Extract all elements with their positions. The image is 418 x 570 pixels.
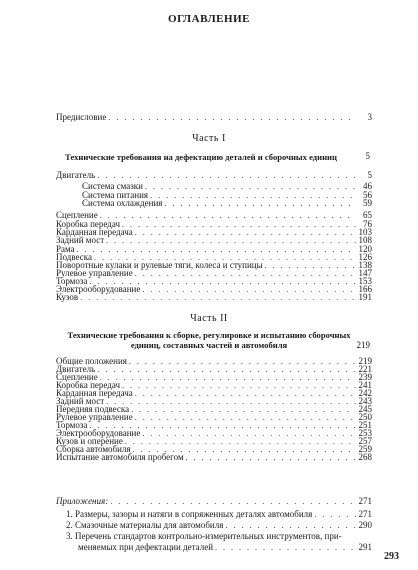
- toc-entry-preface: [56, 112, 372, 123]
- toc-entry-label: Электрооборудование: [56, 428, 141, 438]
- toc-entry-page: 219: [358, 356, 372, 366]
- leader-dots: [164, 198, 356, 209]
- toc-entry-page: 5: [367, 170, 372, 180]
- toc-entry-label: Предисловие: [56, 112, 107, 122]
- toc-entry-page: 257: [358, 436, 372, 446]
- toc-entry-label: Кузов: [56, 292, 79, 302]
- toc-entry-label: Рулевое управление: [56, 268, 133, 278]
- part-1-heading: Технические требования на дефектацию деталей и сборочных единиц: [65, 152, 337, 162]
- leader-dots: [186, 452, 356, 463]
- toc-entry-page: 166: [358, 284, 372, 294]
- leader-dots: [225, 520, 356, 531]
- toc-entry-label: Общие положения: [56, 356, 127, 366]
- toc-entry-label: Система питания: [82, 190, 149, 200]
- appendix-item-3-line-1: 3. Перечень стандартов контрольно-измерительных инструментов, при-: [66, 531, 342, 541]
- part-2-heading-page: 219: [356, 340, 370, 350]
- appendix-item-page: 291: [358, 542, 372, 552]
- toc-entry-label: Кузов и оперение: [56, 436, 123, 446]
- appendix-item-3: [78, 542, 372, 553]
- toc-entry: [82, 198, 372, 209]
- appendix-item-page: 290: [358, 520, 372, 530]
- toc-entry: [56, 452, 372, 463]
- leader-dots: [215, 542, 356, 553]
- toc-entry-page: 120: [358, 244, 372, 254]
- toc-entry: [56, 292, 372, 303]
- leader-dots: [97, 170, 356, 181]
- toc-entry-label: Электрооборудование: [56, 284, 141, 294]
- toc-entry: [56, 170, 372, 181]
- toc-entry-page: 76: [363, 219, 372, 229]
- part-2-heading-line-1: Технические требования к сборке, регулировке и испытанию сборочных: [67, 330, 351, 340]
- toc-entry-label: Рама: [56, 244, 75, 254]
- appendix-item-label: меняемых при дефектации деталей: [78, 542, 214, 552]
- toc-entry-page: 126: [358, 252, 372, 262]
- toc-entry-page: 239: [358, 372, 372, 382]
- toc-entry-label: Тормоза: [56, 420, 88, 430]
- toc-entry-label: Сцепление: [56, 372, 98, 382]
- toc-entry-label: Поворотные кулаки и рулевые тяги, колеса и ступицы: [56, 260, 263, 270]
- part-2-heading-line-2: единиц, составных частей и автомобиля: [130, 340, 288, 350]
- part-1-title: Часть I: [192, 133, 226, 144]
- toc-entry-label: Коробка передач: [56, 219, 121, 229]
- toc-entry-label: Сборка автомобиля: [56, 444, 131, 454]
- leader-dots: [314, 509, 356, 520]
- toc-entry-page: 250: [358, 412, 372, 422]
- toc-entry-label: Двигатель: [56, 170, 96, 180]
- toc-entry-label: Передняя подвеска: [56, 404, 130, 414]
- toc-entry-label: Задний мост: [56, 235, 105, 245]
- appendix-item-page: 271: [358, 509, 372, 519]
- appendix-item-label: 2. Смазочные материалы для автомобиля: [66, 520, 224, 530]
- appendix-label: Приложения:: [56, 496, 109, 506]
- toc-entry-label: Система охлаждения: [82, 198, 163, 208]
- toc-entry-label: Карданная передача: [56, 388, 133, 398]
- appendix-heading: [56, 496, 372, 507]
- toc-entry-label: Система смазки: [82, 181, 143, 191]
- toc-entry-page: 253: [358, 428, 372, 438]
- leader-dots: [110, 496, 356, 507]
- toc-entry-label: Карданная передача: [56, 227, 133, 237]
- toc-entry-page: 108: [358, 235, 372, 245]
- toc-entry-page: 3: [367, 112, 372, 122]
- toc-entry-label: Подвеска: [56, 252, 92, 262]
- appendix-item-2: [66, 520, 372, 531]
- toc-entry-page: 241: [358, 380, 372, 390]
- toc-entry-label: Испытание автомобиля пробегом: [56, 452, 184, 462]
- toc-entry-page: 46: [363, 181, 372, 191]
- toc-entry-page: 147: [358, 268, 372, 278]
- toc-entry-page: 259: [358, 444, 372, 454]
- leader-dots: [80, 292, 356, 303]
- toc-entry-page: 245: [358, 404, 372, 414]
- toc-entry-label: Рулевое управление: [56, 412, 133, 422]
- toc-entry-label: Двигатель: [56, 364, 96, 374]
- appendix-item-1: [66, 509, 372, 520]
- appendix-item-label: 1. Размеры, зазоры и натяги в сопряженных деталях автомобиля: [66, 509, 313, 519]
- part-1-heading-page: 5: [365, 151, 370, 161]
- toc-entry-label: Тормоза: [56, 276, 88, 286]
- toc-entry-page: 56: [363, 190, 372, 200]
- toc-entry-page: 103: [358, 227, 372, 237]
- toc-entry-page: 191: [358, 292, 372, 302]
- page-number: 293: [384, 551, 399, 562]
- toc-entry-page: 242: [358, 388, 372, 398]
- toc-entry-page: 251: [358, 420, 372, 430]
- page-title: ОГЛАВЛЕНИЕ: [168, 13, 250, 25]
- toc-entry-label: Сцепление: [56, 210, 98, 220]
- toc-entry-page: 221: [358, 364, 372, 374]
- toc-entry-page: 243: [358, 396, 372, 406]
- leader-dots: [108, 112, 356, 123]
- toc-entry-page: 153: [358, 276, 372, 286]
- toc-entry-page: 268: [358, 452, 372, 462]
- toc-entry-label: Коробка передач: [56, 380, 121, 390]
- part-2-title: Часть II: [190, 313, 228, 324]
- toc-entry-label: Задний мост: [56, 396, 105, 406]
- appendix-page: 271: [358, 496, 372, 506]
- toc-entry-page: 65: [363, 210, 372, 220]
- toc-entry-page: 138: [358, 260, 372, 270]
- toc-entry-page: 59: [363, 198, 372, 208]
